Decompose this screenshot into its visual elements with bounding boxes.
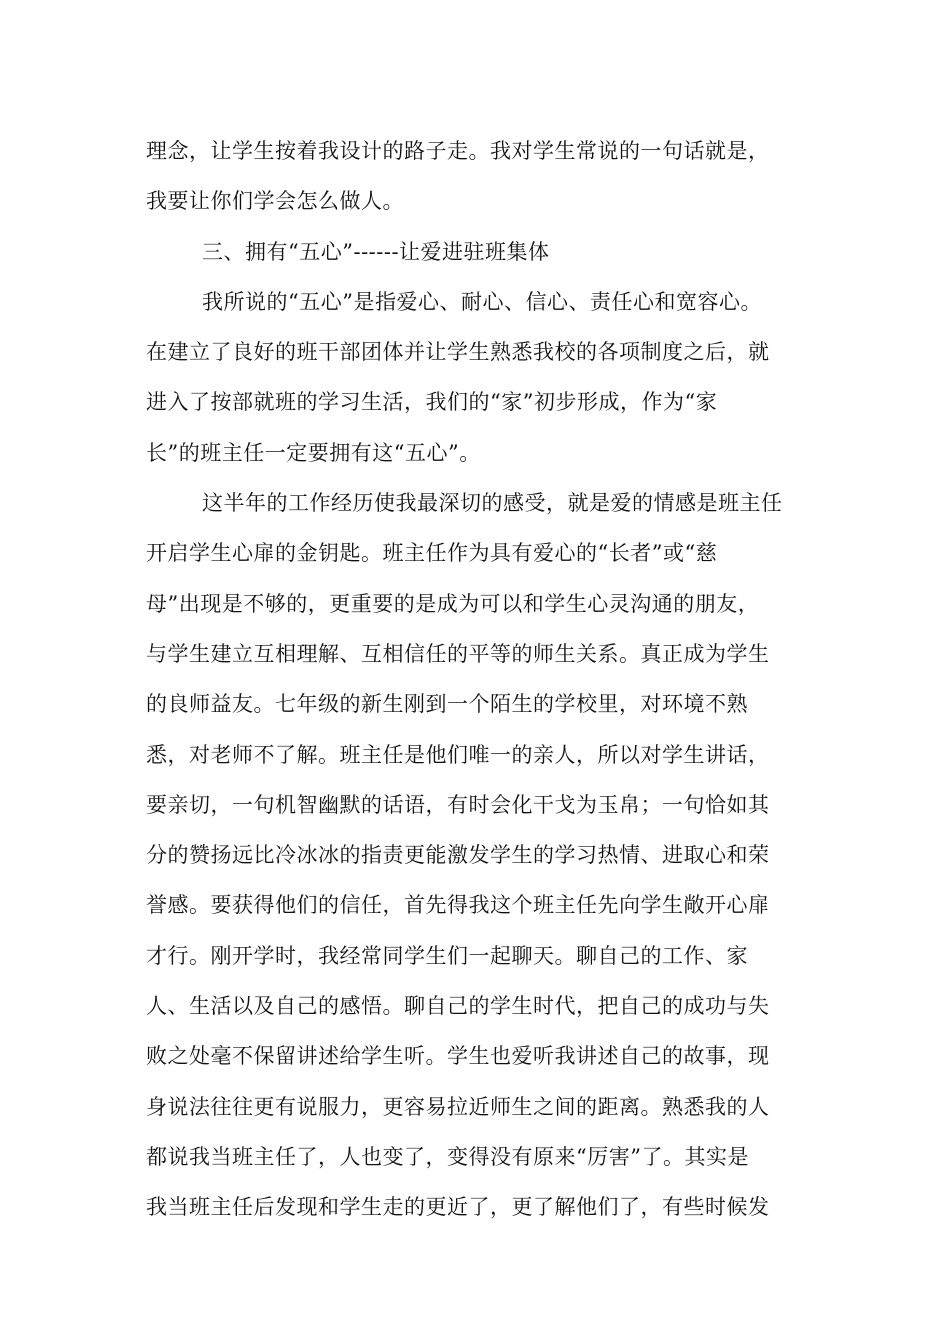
text-line: 要亲切，一句机智幽默的话语，有时会化干戈为玉帛；一句恰如其 — [146, 792, 770, 817]
text-line: 与学生建立互相理解、互相信任的平等的师生关系。真正成为学生 — [146, 641, 770, 666]
text-line: 开启学生心扉的金钥匙。班主任作为具有爱心的“长者”或“慈 — [146, 541, 718, 566]
text-line: 的良师益友。七年级的新生刚到一个陌生的学校里，对环境不熟 — [146, 692, 748, 717]
text-line: 我要让你们学会怎么做人。 — [146, 189, 404, 214]
text-line: 在建立了良好的班干部团体并让学生熟悉我校的各项制度之后，就 — [146, 340, 770, 365]
text-line: 身说法往往更有说服力，更容易拉近师生之间的距离。熟悉我的人 — [146, 1094, 770, 1119]
document-body — [146, 126, 806, 1233]
text-line: 这半年的工作经历使我最深切的感受，就是爱的情感是班主任 — [202, 491, 783, 516]
text-line: 都说我当班主任了，人也变了，变得没有原来“厉害”了。其实是 — [146, 1144, 749, 1169]
text-line: 三、拥有“五心”------让爱进驻班集体 — [202, 239, 550, 264]
text-line: 我所说的“五心”是指爱心、耐心、信心、责任心和宽容心。 — [202, 289, 762, 314]
text-line: 我当班主任后发现和学生走的更近了，更了解他们了，有些时候发 — [146, 1195, 770, 1220]
text-line: 理念，让学生按着我设计的路子走。我对学生常说的一句话就是， — [146, 139, 770, 163]
text-line: 母”出现是不够的，更重要的是成为可以和学生心灵沟通的朋友， — [146, 591, 760, 616]
text-line: 人、生活以及自己的感悟。聊自己的学生时代，把自己的成功与失 — [146, 994, 770, 1019]
text-line: 誉感。要获得他们的信任，首先得我这个班主任先向学生敞开心扉 — [146, 893, 770, 918]
text-line: 悉，对老师不了解。班主任是他们唯一的亲人，所以对学生讲话， — [146, 742, 770, 767]
text-line: 败之处毫不保留讲述给学生听。学生也爱听我讲述自己的故事，现 — [146, 1044, 770, 1069]
text-line: 进入了按部就班的学习生活，我们的“家”初步形成，作为“家 — [146, 390, 718, 415]
text-line: 分的赞扬远比冷冰冰的指责更能激发学生的学习热情、进取心和荣 — [146, 843, 770, 868]
text-line: 才行。刚开学时，我经常同学生们一起聊天。聊自己的工作、家 — [146, 943, 748, 968]
text-line: 长”的班主任一定要拥有这“五心”。 — [146, 440, 481, 465]
